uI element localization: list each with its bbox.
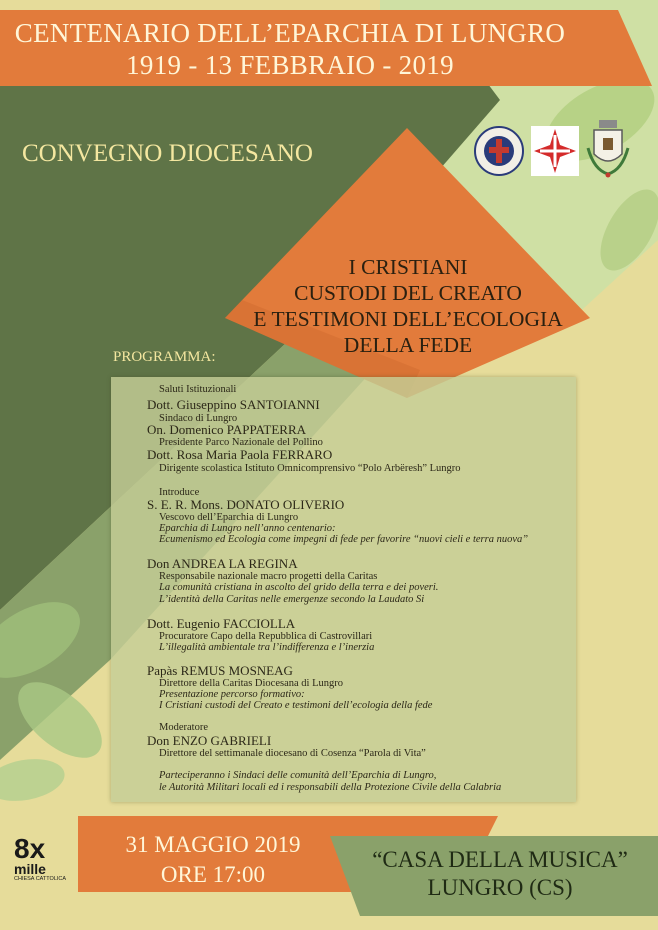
- date-line: 31 MAGGIO 2019: [125, 832, 301, 857]
- speaker-role: Direttore della Caritas Diocesana di Lungro: [159, 678, 343, 689]
- closing-note: le Autorità Militari locali ed i responsabili della Protezione Civile della Calabria: [159, 782, 502, 793]
- otto-digit: 8x: [14, 833, 46, 864]
- speaker-role: Sindaco di Lungro: [159, 413, 238, 424]
- speaker-role: Presidente Parco Nazionale del Pollino: [159, 437, 323, 448]
- talk-title: L’illegalità ambientale tra l’indifferenza e l’inerzia: [159, 642, 375, 653]
- header-banner: [0, 10, 648, 92]
- theme-line-3: E TESTIMONI DELL’ECOLOGIA: [253, 307, 563, 331]
- lungro-coat-of-arms-icon: [584, 118, 632, 180]
- talk-title: L’identità della Caritas nelle emergenze secondo la Laudato Si: [159, 594, 425, 605]
- speaker-role: Vescovo dell’Eparchia di Lungro: [159, 512, 299, 523]
- talk-title: Ecumenismo ed Ecologia come impegni di fede per favorire “nuovi cieli e terra nuova”: [159, 534, 529, 545]
- speaker-role: Direttore del settimanale diocesano di Cosenza “Parola di Vita”: [159, 748, 426, 759]
- speaker-role: Dirigente scolastica Istituto Omnicomprensivo “Polo Arbëresh” Lungro: [159, 463, 461, 474]
- talk-title: Eparchia di Lungro nell’anno centenario:: [159, 523, 336, 534]
- program-panel: [111, 377, 576, 802]
- moderatore-heading: Moderatore: [159, 722, 208, 733]
- speaker-name: Dott. Rosa Maria Paola FERRARO: [147, 447, 333, 462]
- theme-line-4: DELLA FEDE: [343, 333, 473, 357]
- speaker-name: Papàs REMUS MOSNEAG: [147, 663, 293, 678]
- speaker-name: Don ENZO GABRIELI: [147, 733, 272, 748]
- venue-name: “CASA DELLA MUSICA”: [372, 847, 628, 872]
- talk-title: I Cristiani custodi del Creato e testimoni dell’ecologia della fede: [159, 700, 433, 711]
- otto-per-mille-logo: [14, 833, 74, 882]
- speaker-name: Dott. Eugenio FACCIOLLA: [147, 616, 296, 631]
- chiesa-cattolica-text: CHIESA CATTOLICA: [14, 876, 67, 882]
- speaker-role: Procuratore Capo della Repubblica di Castrovillari: [159, 631, 373, 642]
- talk-title: Presentazione percorso formativo:: [159, 689, 305, 700]
- theme-line-2: CUSTODI DEL CREATO: [294, 281, 522, 305]
- closing-note: Parteciperanno i Sindaci delle comunità dell’Eparchia di Lungro,: [159, 770, 437, 781]
- mille-text: mille: [14, 861, 46, 877]
- event-venue: [350, 846, 650, 902]
- time-line: ORE 17:00: [160, 862, 266, 887]
- caritas-cross-icon: [530, 125, 580, 177]
- saluti-heading: Saluti Istituzionali: [159, 384, 237, 395]
- eparchia-seal-icon: [473, 125, 525, 177]
- header-title: CENTENARIO DELL’EPARCHIA DI LUNGRO: [14, 18, 566, 48]
- talk-title: La comunità cristiana in ascolto del grido della terra e dei poveri.: [159, 582, 439, 593]
- programma-label: PROGRAMMA:: [113, 349, 216, 365]
- venue-city: LUNGRO (CS): [427, 875, 573, 900]
- conference-theme: [228, 254, 588, 358]
- speaker-role: Responsabile nazionale macro progetti della Caritas: [159, 571, 378, 582]
- convegno-title: CONVEGNO DIOCESANO: [22, 140, 313, 167]
- speaker-name: Dott. Giuseppino SANTOIANNI: [147, 397, 320, 412]
- speaker-name: Don ANDREA LA REGINA: [147, 556, 298, 571]
- speaker-name: S. E. R. Mons. DONATO OLIVERIO: [147, 497, 345, 512]
- introduce-heading: Introduce: [159, 487, 200, 498]
- speaker-name: On. Domenico PAPPATERRA: [147, 422, 307, 437]
- header-dates: 1919 - 13 FEBBRAIO - 2019: [126, 50, 454, 80]
- event-date: [98, 830, 328, 890]
- theme-line-1: I CRISTIANI: [348, 255, 468, 279]
